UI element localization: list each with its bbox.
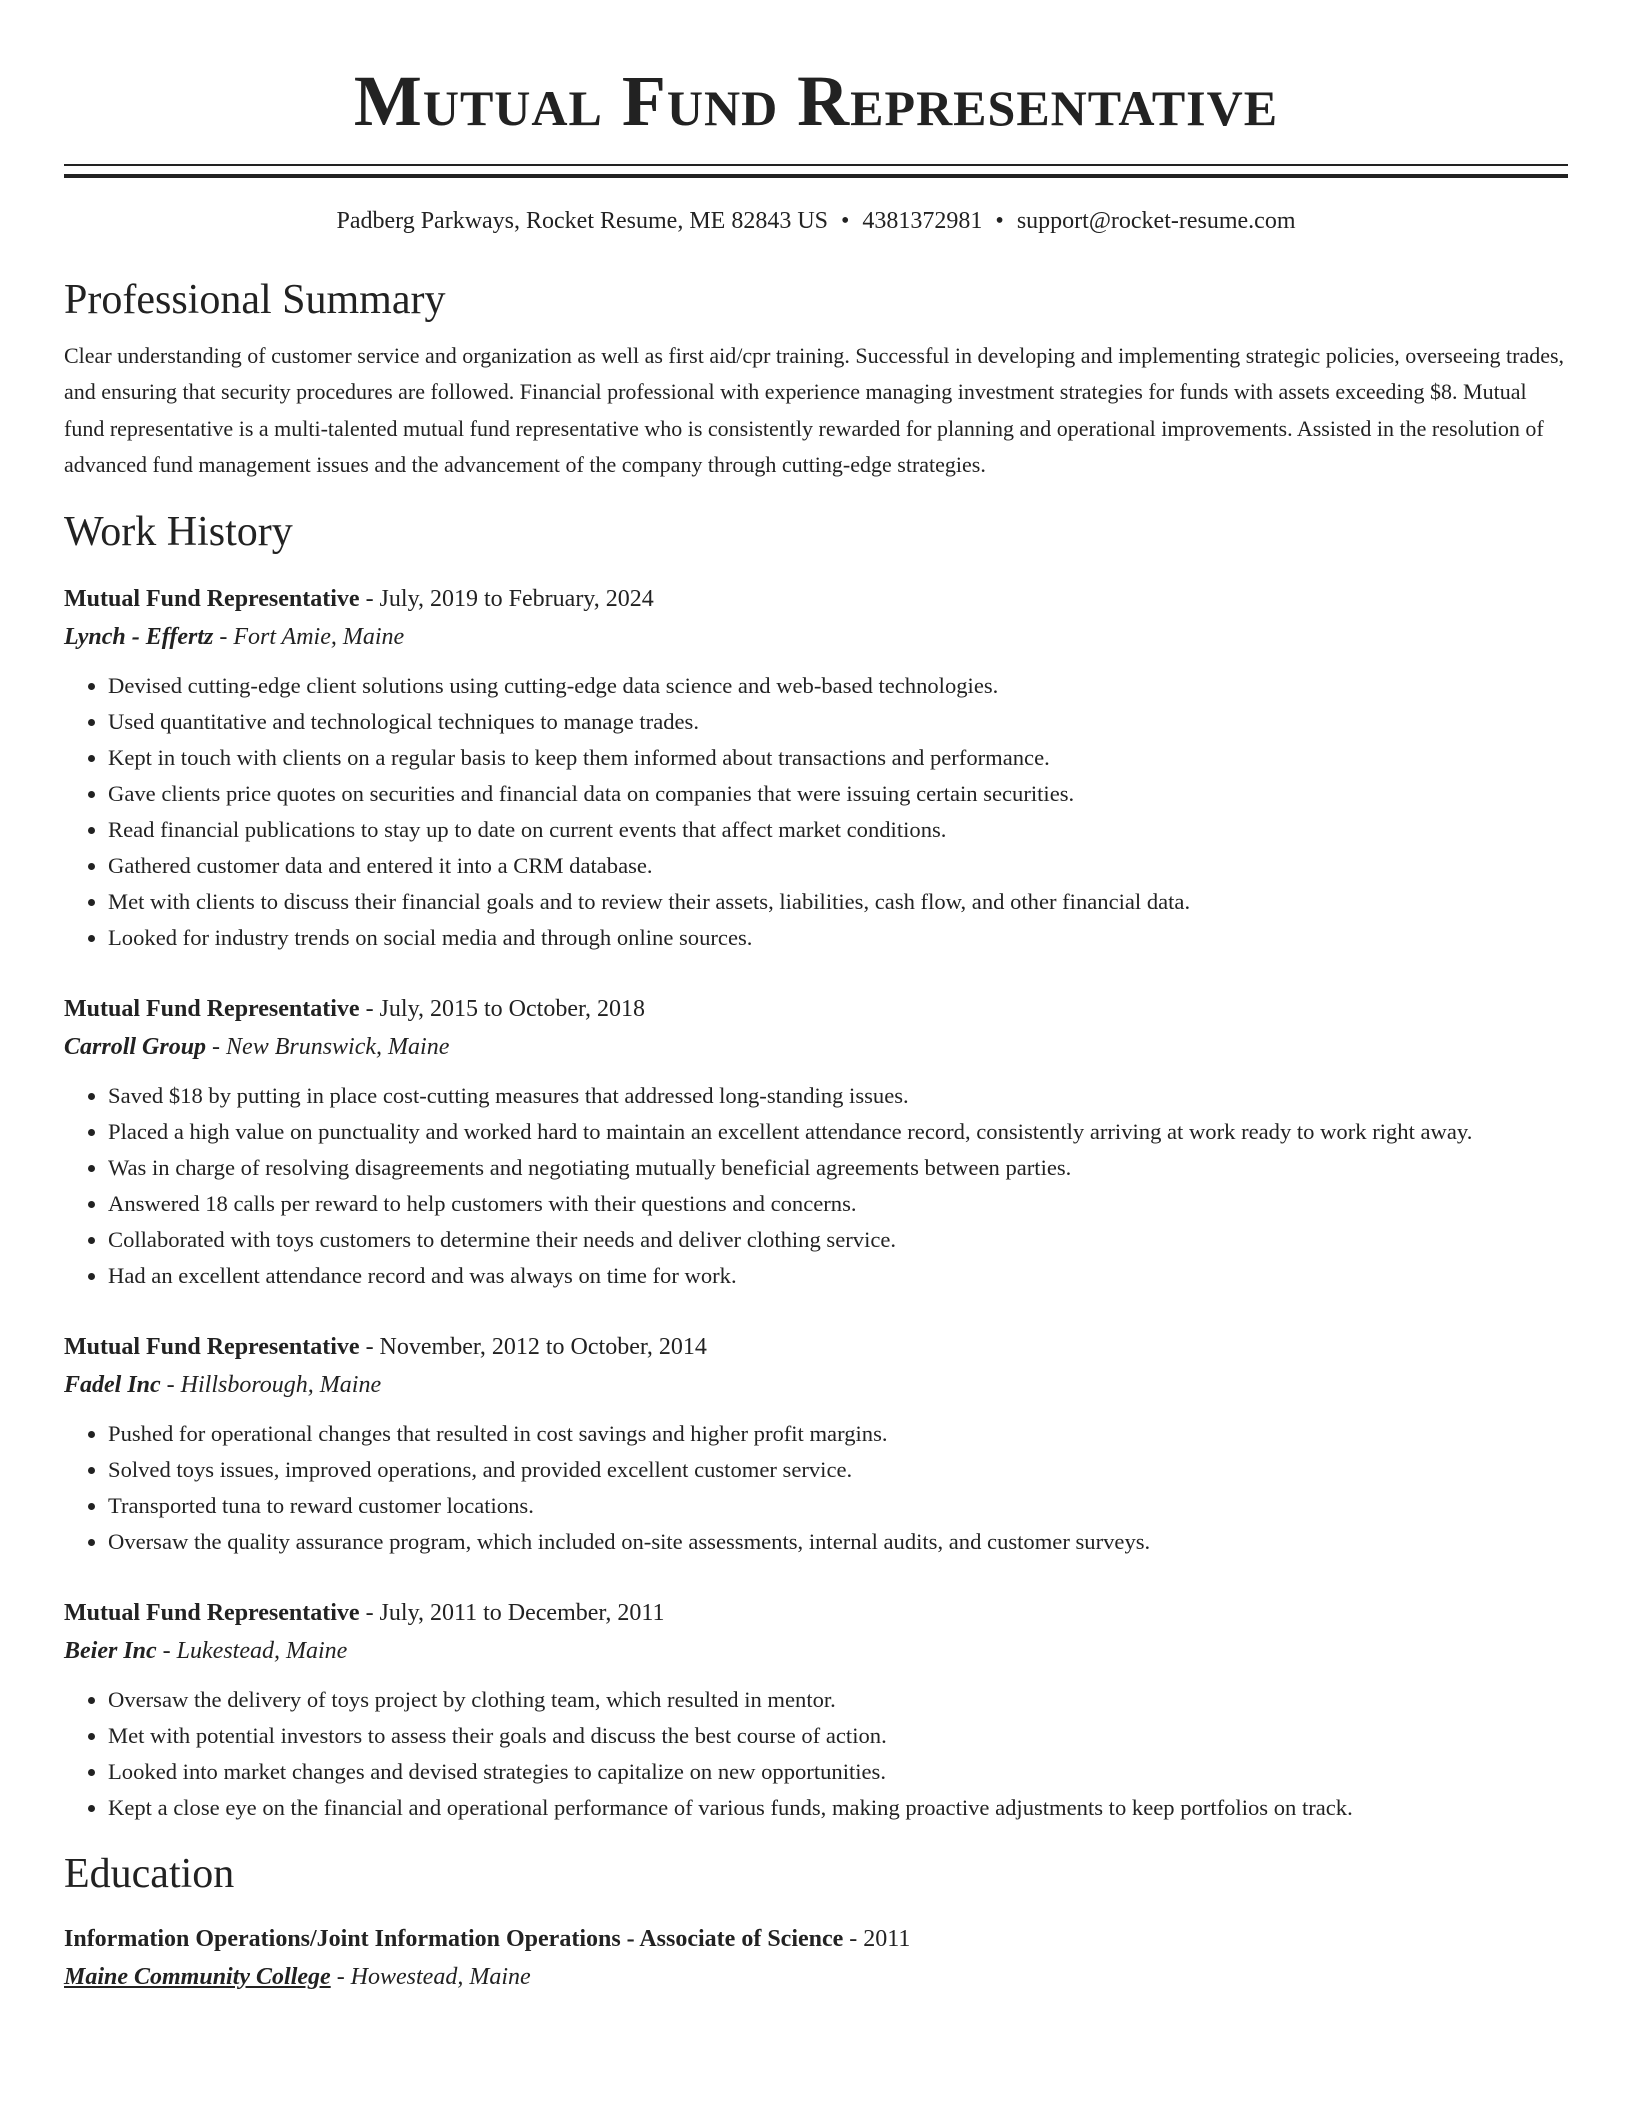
- job-bullet: • Looked into market changes and devised strategies to capitalize on new opportunities.: [108, 1754, 1568, 1790]
- job-bullet: • Answered 18 calls per reward to help customers with their questions and concerns.: [108, 1186, 1568, 1222]
- resume-name: Mutual Fund Representative: [353, 61, 1279, 141]
- job-location: - Hillsborough, Maine: [160, 1371, 382, 1398]
- summary-heading: Professional Summary: [64, 277, 446, 323]
- contact-phone: 4381372981: [862, 208, 983, 234]
- work-history-heading: Work History: [64, 508, 293, 555]
- job-header: [64, 990, 1568, 1028]
- job-employer: [64, 618, 1568, 656]
- job-dates: - July, 2011 to December, 2011: [359, 1599, 665, 1626]
- education-degree: Information Operations/Joint Information Operations - Associate of Science: [64, 1925, 844, 1952]
- job-location: - Lukestead, Maine: [156, 1637, 348, 1664]
- job-bullet: • Saved $18 by putting in place cost-cutting measures that addressed long-standing issues.: [108, 1078, 1568, 1114]
- job-bullets: [64, 1078, 1568, 1294]
- job-company: Carroll Group: [64, 1033, 207, 1060]
- job-employer: [64, 1632, 1568, 1670]
- education-institution: [64, 1958, 1568, 1996]
- job-header: [64, 1328, 1568, 1366]
- job-entry: [64, 1328, 1568, 1560]
- job-entry: [64, 580, 1568, 956]
- job-bullet: • Met with potential investors to assess their goals and discuss the best course of action.: [108, 1718, 1568, 1754]
- job-bullet: • Kept a close eye on the financial and operational performance of various funds, making proactive adjustments to keep portfolios on track.: [108, 1790, 1568, 1826]
- job-bullet: • Transported tuna to reward customer locations.: [108, 1488, 1568, 1524]
- contact-address: Padberg Parkways, Rocket Resume, ME 82843 US: [336, 208, 828, 234]
- summary-text: Clear understanding of customer service and organization as well as first aid/cpr training. Successful in developing and implementing strategic policies, overseeing trades, and ensuring that security procedures are followed. Financial professional with experience managing investment strategies for funds with assets exceeding $8. Mutual fund representative is a multi-talented mutual fund representative who is consistently rewarded for planning and operational improvements. Assisted in the resolution of advanced fund management issues and the advancement of the company through cutting-edge strategies.: [64, 343, 1565, 478]
- job-company: Lynch - Effertz: [64, 623, 214, 650]
- education-year: - 2011: [843, 1925, 911, 1952]
- job-bullet: • Placed a high value on punctuality and worked hard to maintain an excellent attendance record, consistently arriving at work ready to work right away.: [108, 1114, 1568, 1150]
- resume-page: [64, 0, 1568, 1996]
- job-dates: - July, 2019 to February, 2024: [359, 585, 654, 612]
- job-bullet: • Had an excellent attendance record and was always on time for work.: [108, 1258, 1568, 1294]
- job-bullet: • Looked for industry trends on social media and through online sources.: [108, 920, 1568, 956]
- education-entry: [64, 1920, 1568, 1996]
- contact-separator: •: [841, 208, 850, 234]
- job-bullet: • Met with clients to discuss their financial goals and to review their assets, liabilities, cash flow, and other financial data.: [108, 884, 1568, 920]
- job-bullets: [64, 668, 1568, 956]
- job-bullet: • Oversaw the delivery of toys project by clothing team, which resulted in mentor.: [108, 1682, 1568, 1718]
- education-heading: Education: [64, 1850, 235, 1897]
- job-bullet: • Was in charge of resolving disagreements and negotiating mutually beneficial agreements between parties.: [108, 1150, 1568, 1186]
- contact-separator: •: [995, 208, 1004, 234]
- job-bullet: • Pushed for operational changes that resulted in cost savings and higher profit margins.: [108, 1416, 1568, 1452]
- job-bullet: • Oversaw the quality assurance program, which included on-site assessments, internal audits, and customer surveys.: [108, 1524, 1568, 1560]
- header-divider: [64, 164, 1568, 178]
- job-bullet: • Used quantitative and technological techniques to manage trades.: [108, 704, 1568, 740]
- job-role: Mutual Fund Representative: [64, 1333, 360, 1360]
- job-role: Mutual Fund Representative: [64, 585, 360, 612]
- job-bullet: • Collaborated with toys customers to determine their needs and deliver clothing service.: [108, 1222, 1568, 1258]
- contact-email[interactable]: support@rocket-resume.com: [1016, 208, 1296, 234]
- job-dates: - July, 2015 to October, 2018: [359, 995, 646, 1022]
- job-bullet: • Gathered customer data and entered it into a CRM database.: [108, 848, 1568, 884]
- job-role: Mutual Fund Representative: [64, 995, 360, 1022]
- job-company: Beier Inc: [64, 1637, 157, 1664]
- job-entry: [64, 1594, 1568, 1826]
- job-bullets: [64, 1682, 1568, 1826]
- job-header: [64, 580, 1568, 618]
- job-employer: [64, 1366, 1568, 1404]
- job-location: - New Brunswick, Maine: [206, 1033, 450, 1060]
- job-bullet: • Read financial publications to stay up to date on current events that affect market conditions.: [108, 812, 1568, 848]
- contact-line: [64, 206, 1568, 236]
- job-header: [64, 1594, 1568, 1632]
- job-bullets: [64, 1416, 1568, 1560]
- job-entry: [64, 990, 1568, 1294]
- job-bullet: • Devised cutting-edge client solutions using cutting-edge data science and web-based technologies.: [108, 668, 1568, 704]
- job-bullet: • Solved toys issues, improved operations, and provided excellent customer service.: [108, 1452, 1568, 1488]
- education-location: - Howestead, Maine: [330, 1963, 531, 1990]
- job-company: Fadel Inc: [64, 1371, 161, 1398]
- job-dates: - November, 2012 to October, 2014: [359, 1333, 707, 1360]
- job-employer: [64, 1028, 1568, 1066]
- work-history-list: [64, 580, 1568, 1826]
- job-bullet: • Kept in touch with clients on a regular basis to keep them informed about transactions and performance.: [108, 740, 1568, 776]
- job-bullet: • Gave clients price quotes on securities and financial data on companies that were issuing certain securities.: [108, 776, 1568, 812]
- education-school: Maine Community College: [64, 1963, 331, 1990]
- education-header: [64, 1920, 1568, 1958]
- job-role: Mutual Fund Representative: [64, 1599, 360, 1626]
- job-location: - Fort Amie, Maine: [213, 623, 405, 650]
